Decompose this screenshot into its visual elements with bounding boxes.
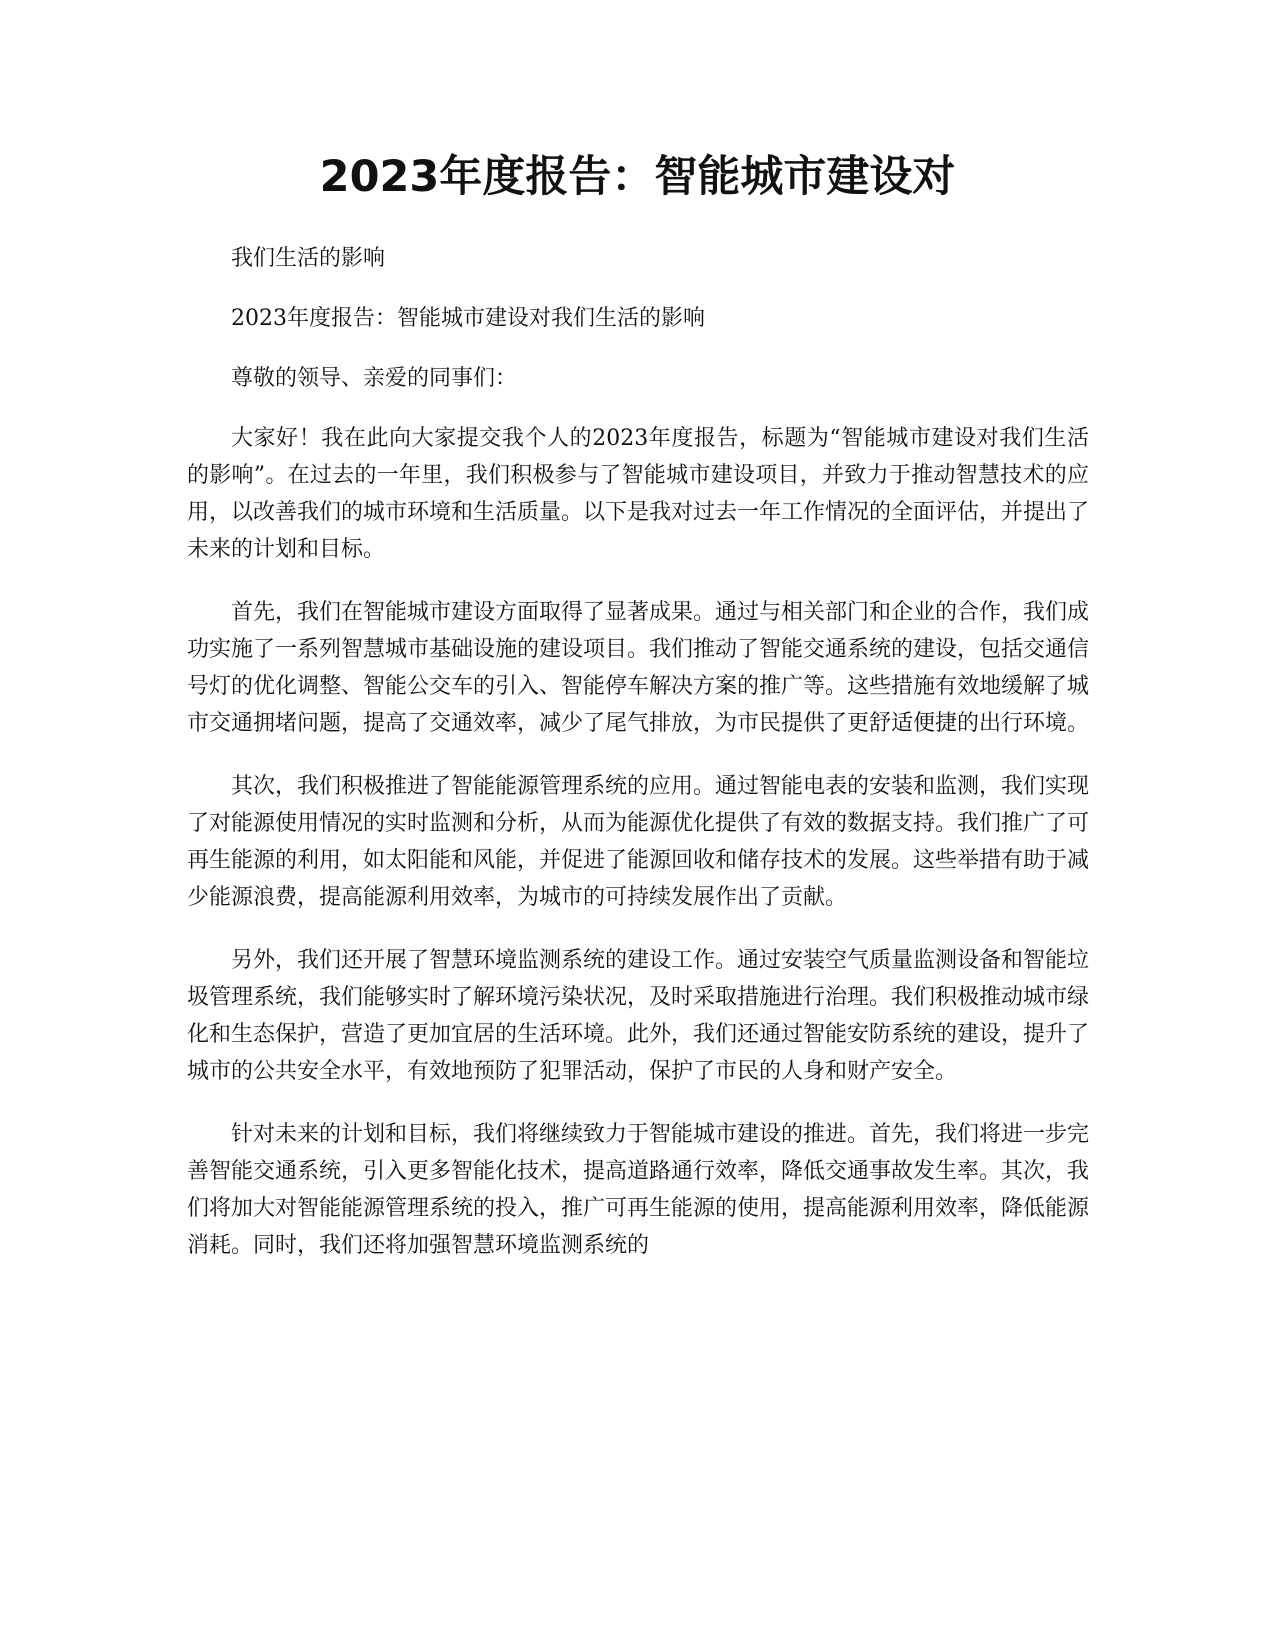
paragraph-transport: 首先，我们在智能城市建设方面取得了显著成果。通过与相关部门和企业的合作，我们成功实施了一系列智慧城市基础设施的建设项目。我们推动了智能交通系统的建设，包括交通信号灯的优化调整、智能公交车的引入、智能停车解决方案的推广等。这些措施有效地缓解了城市交通拥堵问题，提高了交通效率，减少了尾气排放，为市民提供了更舒适便捷的出行环境。 <box>187 600 1090 736</box>
document-body <box>187 240 1089 1290</box>
title-continuation: 我们生活的影响 <box>231 246 386 271</box>
paragraph-energy: 其次，我们积极推进了智能能源管理系统的应用。通过智能电表的安装和监测，我们实现了对能源使用情况的实时监测和分析，从而为能源优化提供了有效的数据支持。我们推广了可再生能源的利用，如太阳能和风能，并促进了能源回收和储存技术的发展。这些举措有助于减少能源浪费，提高能源利用效率，为城市的可持续发展作出了贡献。 <box>187 774 1090 910</box>
paragraph-future-plans: 针对未来的计划和目标，我们将继续致力于智能城市建设的推进。首先，我们将进一步完善智能交通系统，引入更多智能化技术，提高道路通行效率，降低交通事故发生率。其次，我们将加大对智能能源管理系统的投入，推广可再生能源的使用，提高能源利用效率，降低能源消耗。同时，我们还将加强智慧环境监测系统的 <box>187 1122 1090 1258</box>
salutation: 尊敬的领导、亲爱的同事们： <box>231 366 518 391</box>
report-heading: 2023年度报告：智能城市建设对我们生活的影响 <box>231 306 705 331</box>
paragraph-environment: 另外，我们还开展了智慧环境监测系统的建设工作。通过安装空气质量监测设备和智能垃圾管理系统，我们能够实时了解环境污染状况，及时采取措施进行治理。我们积极推动城市绿化和生态保护，营造了更加宜居的生活环境。此外，我们还通过智能安防系统的建设，提升了城市的公共安全水平，有效地预防了犯罪活动，保护了市民的人身和财产安全。 <box>187 948 1090 1084</box>
paragraph-intro: 大家好！我在此向大家提交我个人的2023年度报告，标题为“智能城市建设对我们生活的影响”。在过去的一年里，我们积极参与了智能城市建设项目，并致力于推动智慧技术的应用，以改善我们的城市环境和生活质量。以下是我对过去一年工作情况的全面评估，并提出了未来的计划和目标。 <box>187 426 1090 562</box>
document-title: 2023年度报告：智能城市建设对 <box>319 152 956 202</box>
